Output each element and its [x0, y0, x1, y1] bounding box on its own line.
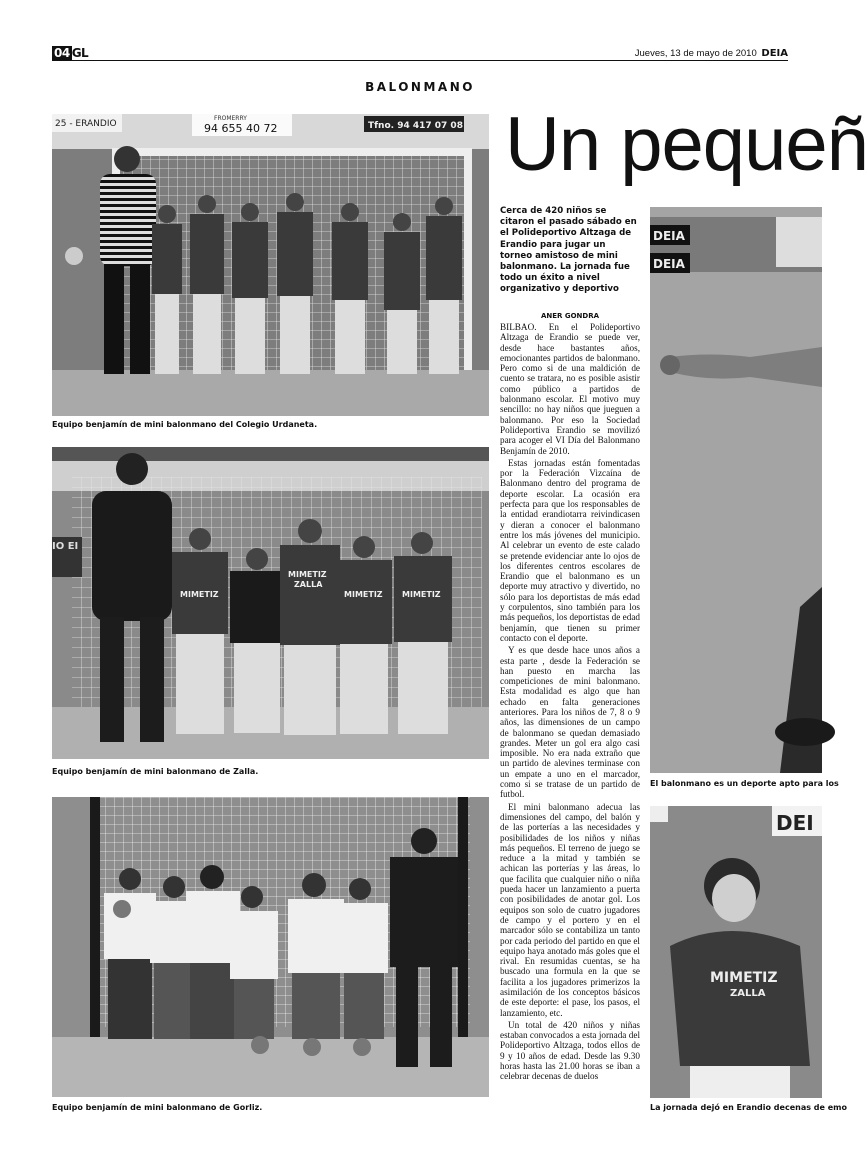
article-paragraph: El mini balonmano adecua las dimensiones del campo, del balón y de las porterías a las necesidades y posibilidades de los niños y niñas más pequeños. El terreno de juego se reduce a la mitad y también se achican las porterías y las áreas, lo que facilita que cualquier niño o niña pueda hacer un lanzamiento a puerta con posibilidades de anotar gol. Los equipos son solo de cuatro jugadores de campo y el portero y en el marcador sólo se contabiliza un tanto por cada periodo del partido en que el equipo haya anotado más goles que el rival. En resumidas cuentas, se ha buscado una formula en la que se facilita a los jugadores primerizos la asimilación de los conceptos básicos de este deporte: el pase, los pasos, el lanzamiento, etc. [500, 801, 640, 1018]
caption-right-bottom: La jornada dejó en Erandio decenas de emo [650, 1103, 847, 1112]
photo-right-bottom-image [650, 806, 822, 1098]
photo-urdaneta-image [52, 114, 489, 416]
svg-text:25 - ERANDIO: 25 - ERANDIO [55, 119, 117, 129]
caption-right-top: El balonmano es un deporte apto para los [650, 779, 839, 788]
header-date: Jueves, 13 de mayo de 2010 DEIA [634, 48, 788, 59]
svg-text:MIMETIZ: MIMETIZ [344, 590, 383, 599]
photo-gorliz-image [52, 797, 489, 1097]
svg-text:FROMERRY: FROMERRY [214, 115, 247, 122]
svg-text:MIMETIZ: MIMETIZ [288, 570, 327, 579]
svg-text:Tfno. 94 417 07 08: Tfno. 94 417 07 08 [368, 121, 463, 131]
page-number: 04 GL [54, 46, 89, 60]
svg-text:MIMETIZ: MIMETIZ [710, 970, 778, 986]
caption-gorliz: Equipo benjamín de mini balonmano de Gorliz. [52, 1103, 263, 1112]
svg-text:IO EI: IO EI [52, 541, 79, 552]
svg-text:ZALLA: ZALLA [730, 988, 766, 999]
caption-urdaneta: Equipo benjamín de mini balonmano del Colegio Urdaneta. [52, 420, 318, 429]
photo-right-bottom [650, 806, 822, 1098]
article-paragraph: Estas jornadas están fomentadas por la Federación Vizcaína de Balonmano dentro del programa de deporte escolar. La ocasión era perfecta para que los responsables de la entidad erandiotarra reivindicasen y dieran a conocer el balonmano entre los más jóvenes del municipio. Al celebrar un evento de este calado se pretende evidenciar ante lo ojos de los diferentes centros escolares de Erandio que el balonmano es un deporte muy atractivo y divertido, no sólo para los deportistas de más edad y corpulentos, sino también para los más pequeños, los deportistas de edad benjamín, que tienen su primer contacto con el deporte. [500, 457, 640, 643]
handball-icon [65, 247, 83, 265]
photo-right-top-image [650, 207, 822, 773]
svg-text:MIMETIZ: MIMETIZ [180, 590, 219, 599]
article-lead: Cerca de 420 niños se citaron el pasado sábado en el Polideportivo Altzaga de Erandio para jugar un torneo amistoso de mini balonmano. La jornada fue todo un éxito a nivel organizativo y deportivo [500, 206, 637, 295]
article-paragraph: BILBAO. En el Polideportivo Altzaga de Erandio se puede ver, desde hace bastantes años, emocionantes partidos de balonmano. Pero como si de una maldición de cuento se tratara, no es posible asistir como público a partidos de balonmano escolar. El motivo muy sencillo: no hay niños que jueguen a balonmano. Por eso la Sociedad Polideportiva Erandio se movilizó para acoger el VI Día del Balonmano Benjamín de 2010. [500, 322, 640, 456]
headline: Un pequeñ [505, 102, 868, 187]
photo-urdaneta [52, 114, 489, 416]
photo-right-top [650, 207, 822, 773]
svg-text:94 655 40 72: 94 655 40 72 [204, 122, 278, 135]
photo-gorliz [52, 797, 489, 1097]
svg-text:MIMETIZ: MIMETIZ [402, 590, 441, 599]
article-paragraph: Y es que desde hace unos años a esta parte , desde la Federación se han puesto en marcha las competiciones de mini balonmano. Esta modalidad es algo que han echado en falta generaciones anteriores. Para los niños de 7, 8 o 9 años, las dimensiones de un campo de balonmano se quedan demasiado grandes. Meter un gol era algo casi imposible. No era nada extraño que un partido de alevines terminase con un empate a uno en el marcador, como si se tratase de un partido de futbol. [500, 645, 640, 800]
header-rule [52, 60, 788, 61]
photo-zalla-image [52, 447, 489, 759]
svg-text:DEIA: DEIA [653, 229, 685, 243]
article-paragraph: Un total de 420 niños y niñas estaban convocados a esta jornada del Polideportivo Altzaga, todos ellos de 9 y 10 años de edad. Desde las 9.30 horas hasta las 21.00 horas se iban a celebrar decenas de duelos [500, 1019, 640, 1082]
svg-text:DEI: DEI [776, 811, 814, 835]
article-byline: ANER GONDRA [540, 312, 600, 320]
svg-text:ZALLA: ZALLA [294, 580, 323, 589]
section-title: BALONMANO [365, 80, 475, 94]
article-body [500, 322, 640, 1084]
photo-zalla [52, 447, 489, 759]
masthead-logo: DEIA [761, 48, 788, 59]
svg-text:DEIA: DEIA [653, 257, 685, 271]
caption-zalla: Equipo benjamín de mini balonmano de Zalla. [52, 767, 259, 776]
